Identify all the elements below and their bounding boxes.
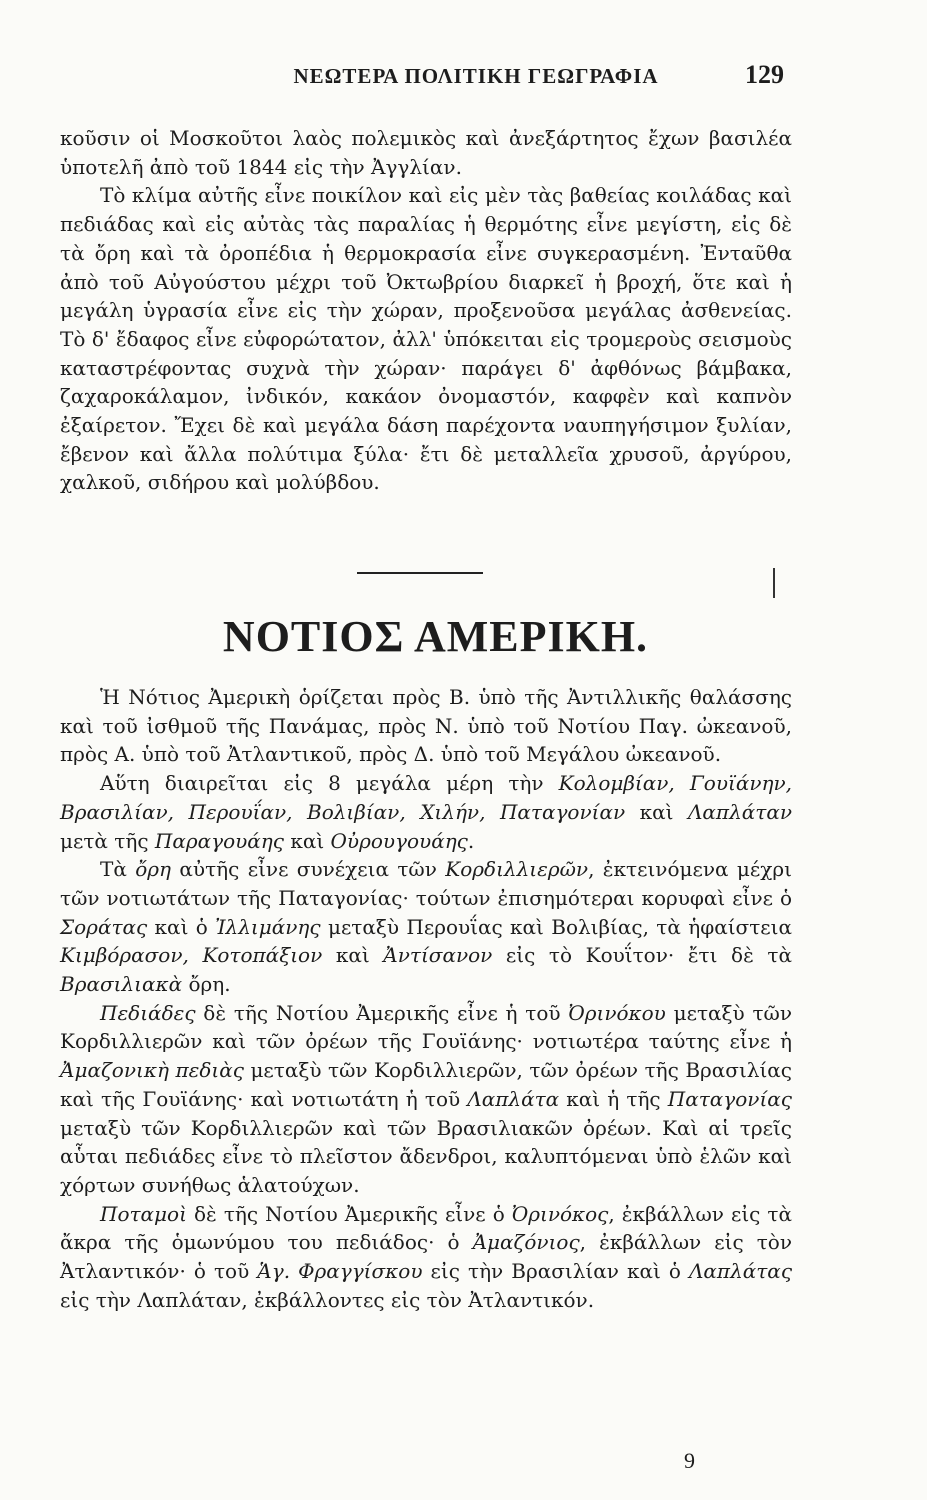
text-run: καὶ: [625, 799, 688, 824]
text-run: καὶ: [322, 943, 384, 968]
text-run: καὶ: [283, 828, 331, 853]
paragraph-plains: [60, 999, 792, 1200]
italic-run: Παραγουάης: [154, 828, 284, 853]
text-run: δὲ τῆς Νοτίου Ἀμερικῆς εἶνε ἡ τοῦ: [195, 1000, 569, 1025]
text-run: εἰς τὴν Βρασιλίαν καὶ ὁ: [422, 1259, 689, 1284]
text-run: , ἐκβάλλων εἰς τὸν Ἀτλαντικόν· ὁ τοῦ: [60, 1230, 792, 1284]
running-title: ΝΕΩΤΕΡΑ ΠΟΛΙΤΙΚΗ ΓΕΩΓΡΑΦΙΑ: [293, 64, 659, 88]
italic-run: Κορδιλλιερῶν: [445, 857, 589, 882]
italic-run: Ἀντίσανον: [383, 943, 493, 968]
text-run: Τὰ: [100, 857, 136, 882]
text-run: αὐτῆς εἶνε συνέχεια τῶν: [171, 857, 446, 882]
text-run: καὶ ἡ τῆς: [559, 1086, 668, 1111]
text-run: .: [467, 828, 475, 853]
text-run: Αὕτη διαιρεῖται εἰς 8 μεγάλα μέρη τὴν: [100, 771, 559, 796]
italic-run: Ἀμαζονικὴ πεδιὰς: [60, 1058, 244, 1083]
paragraph-rivers: [60, 1200, 792, 1315]
section-divider: [357, 572, 483, 574]
page-number: 129: [745, 60, 784, 89]
text-run: μετὰ τῆς: [60, 828, 155, 853]
italic-run: Ἁγ. Φραγγίσκου: [257, 1259, 423, 1284]
italic-run: Κολομβίαν, Γουϊάνην, Βρασιλίαν, Περουΐαν, Βολιβίαν, Χιλήν, Παταγονίαν: [60, 771, 792, 824]
italic-run: Ἰλλιμάνης: [215, 914, 321, 939]
paragraph-climate: Τὸ κλίμα αὐτῆς εἶνε ποικίλον καὶ εἰς μὲν τὰς βαθείας κοιλάδας καὶ πεδιάδας καὶ εἰς αὐτὰς τὰς παραλίας ἡ θερμότης εἶνε μεγίστη, εἰς δὲ τὰ ὄρη καὶ τὰ ὀροπέδια ἡ θερμοκρασία εἶνε συγκερασμένη. Ἐνταῦθα ἀπὸ τοῦ Αὐγούστου μέχρι τοῦ Ὀκτωβρίου διαρκεῖ ἡ βροχή, ὅτε καὶ ἡ μεγάλη ὑγρασία εἶνε εἰς τὴν χώραν, προξενοῦσα μεγάλας ἀσθενείας. Τὸ δ' ἔδαφος εἶνε εὐφορώτατον, ἀλλ' ὑπόκειται εἰς τρομεροὺς σεισμοὺς καταστρέφοντας συχνὰ τὴν χώραν· παράγει δ' ἀφθόνως βάμβακα, ζαχαροκάλαμον, ἰνδικόν, κακάον ὀνομαστόν, καφφὲν καὶ καπνὸν ἐξαίρετον. Ἔχει δὲ καὶ μεγάλα δάση παρέχοντα ναυπηγήσιμον ξυλίαν, ἔβενον καὶ ἄλλα πολύτιμα ξύλα· ἔτι δὲ μεταλλεῖα χρυσοῦ, ἀργύρου, χαλκοῦ, σιδήρου καὶ μολύβδου.: [60, 183, 792, 495]
paragraph-divisions: [60, 769, 792, 855]
text-run: μεταξὺ Περουΐας καὶ Βολιβίας, τὰ ἡφαίστεια: [320, 914, 792, 939]
text-run: μεταξὺ τῶν Κορδιλλιερῶν καὶ τῶν ὀρέων τῆς Γουϊάνης· νοτιωτέρα ταύτης εἶνε ἡ: [60, 1000, 792, 1054]
text-run: εἰς τὸ Κουΐτον· ἔτι δὲ τὰ: [492, 943, 792, 968]
paragraph-mountains: [60, 855, 792, 999]
italic-run: Ποταμοὶ: [100, 1201, 187, 1226]
italic-run: Λαπλάταν: [687, 799, 792, 824]
text-run: εἰς τὴν Λαπλάταν, ἐκβάλλοντες εἰς τὸν Ἀτλαντικόν.: [60, 1287, 595, 1312]
italic-run: Πεδιάδες: [100, 1000, 196, 1025]
italic-run: Ὀρινόκου: [568, 1000, 666, 1025]
italic-run: Βρασιλιακὰ: [60, 972, 183, 997]
paragraph-continued: κοῦσιν οἱ Μοσκοῦτοι λαὸς πολεμικὸς καὶ ἀνεξάρτητος ἔχων βασιλέα ὑποτελῆ ἀπὸ τοῦ 1844 εἰς τὴν Ἀγγλίαν.: [60, 126, 792, 179]
italic-run: Κιμβόρασον, Κοτοπάξιον: [60, 943, 323, 968]
text-run: , ἐκβάλλων εἰς τὰ ἄκρα τῆς ὁμωνύμου του πεδιάδος· ὁ: [60, 1201, 792, 1255]
south-america-text: [60, 683, 792, 1314]
previous-section-text: [60, 124, 792, 497]
margin-mark: [773, 568, 775, 598]
section-heading: ΝΟΤΙΟΣ ΑΜΕΡΙΚΗ.: [222, 612, 649, 661]
text-run: μεταξὺ τῶν Κορδιλλιερῶν καὶ τῶν Βρασιλιακῶν ὀρέων. Καὶ αἱ τρεῖς αὗται πεδιάδες εἶνε τὸ πλεῖστον ἄδενδροι, καλυπτόμεναι ὑπὸ ἑλῶν καὶ χόρτων συνήθως ἁλατούχων.: [60, 1115, 792, 1197]
text-run: , ἐκτεινόμενα μέχρι τῶν νοτιωτάτων τῆς Παταγονίας· τούτων ἐπισημότεραι κορυφαὶ εἶνε ὁ: [60, 857, 792, 910]
signature-mark: 9: [684, 1448, 695, 1473]
italic-run: Οὐρουγουάης: [330, 828, 468, 853]
italic-run: Ὀρινόκος: [511, 1201, 609, 1226]
italic-run: ὄρη: [135, 857, 172, 882]
text-run: ὄρη.: [182, 972, 231, 997]
italic-run: Σοράτας: [60, 914, 148, 939]
text-run: δὲ τῆς Νοτίου Ἀμερικῆς εἶνε ὁ: [186, 1201, 512, 1226]
italic-run: Λαπλάτας: [688, 1259, 793, 1284]
text-run: καὶ ὁ: [147, 914, 216, 939]
paragraph-borders: Ἡ Νότιος Ἀμερικὴ ὁρίζεται πρὸς Β. ὑπὸ τῆς Ἀντιλλικῆς θαλάσσης καὶ τοῦ ἰσθμοῦ τῆς Πανάμας, πρὸς Ν. ὑπὸ τοῦ Νοτίου Παγ. ὠκεανοῦ, πρὸς Α. ὑπὸ τοῦ Ἀτλαντικοῦ, πρὸς Δ. ὑπὸ τοῦ Μεγάλου ὠκεανοῦ.: [60, 685, 792, 767]
text-run: μεταξὺ τῶν Κορδιλλιερῶν, τῶν ὀρέων τῆς Βρασιλίας καὶ τῆς Γουϊάνης· καὶ νοτιωτάτη ἡ τοῦ: [60, 1058, 793, 1111]
italic-run: Παταγονίας: [667, 1086, 792, 1111]
italic-run: Λαπλάτα: [467, 1086, 560, 1111]
italic-run: Ἀμαζόνιος: [472, 1230, 580, 1255]
